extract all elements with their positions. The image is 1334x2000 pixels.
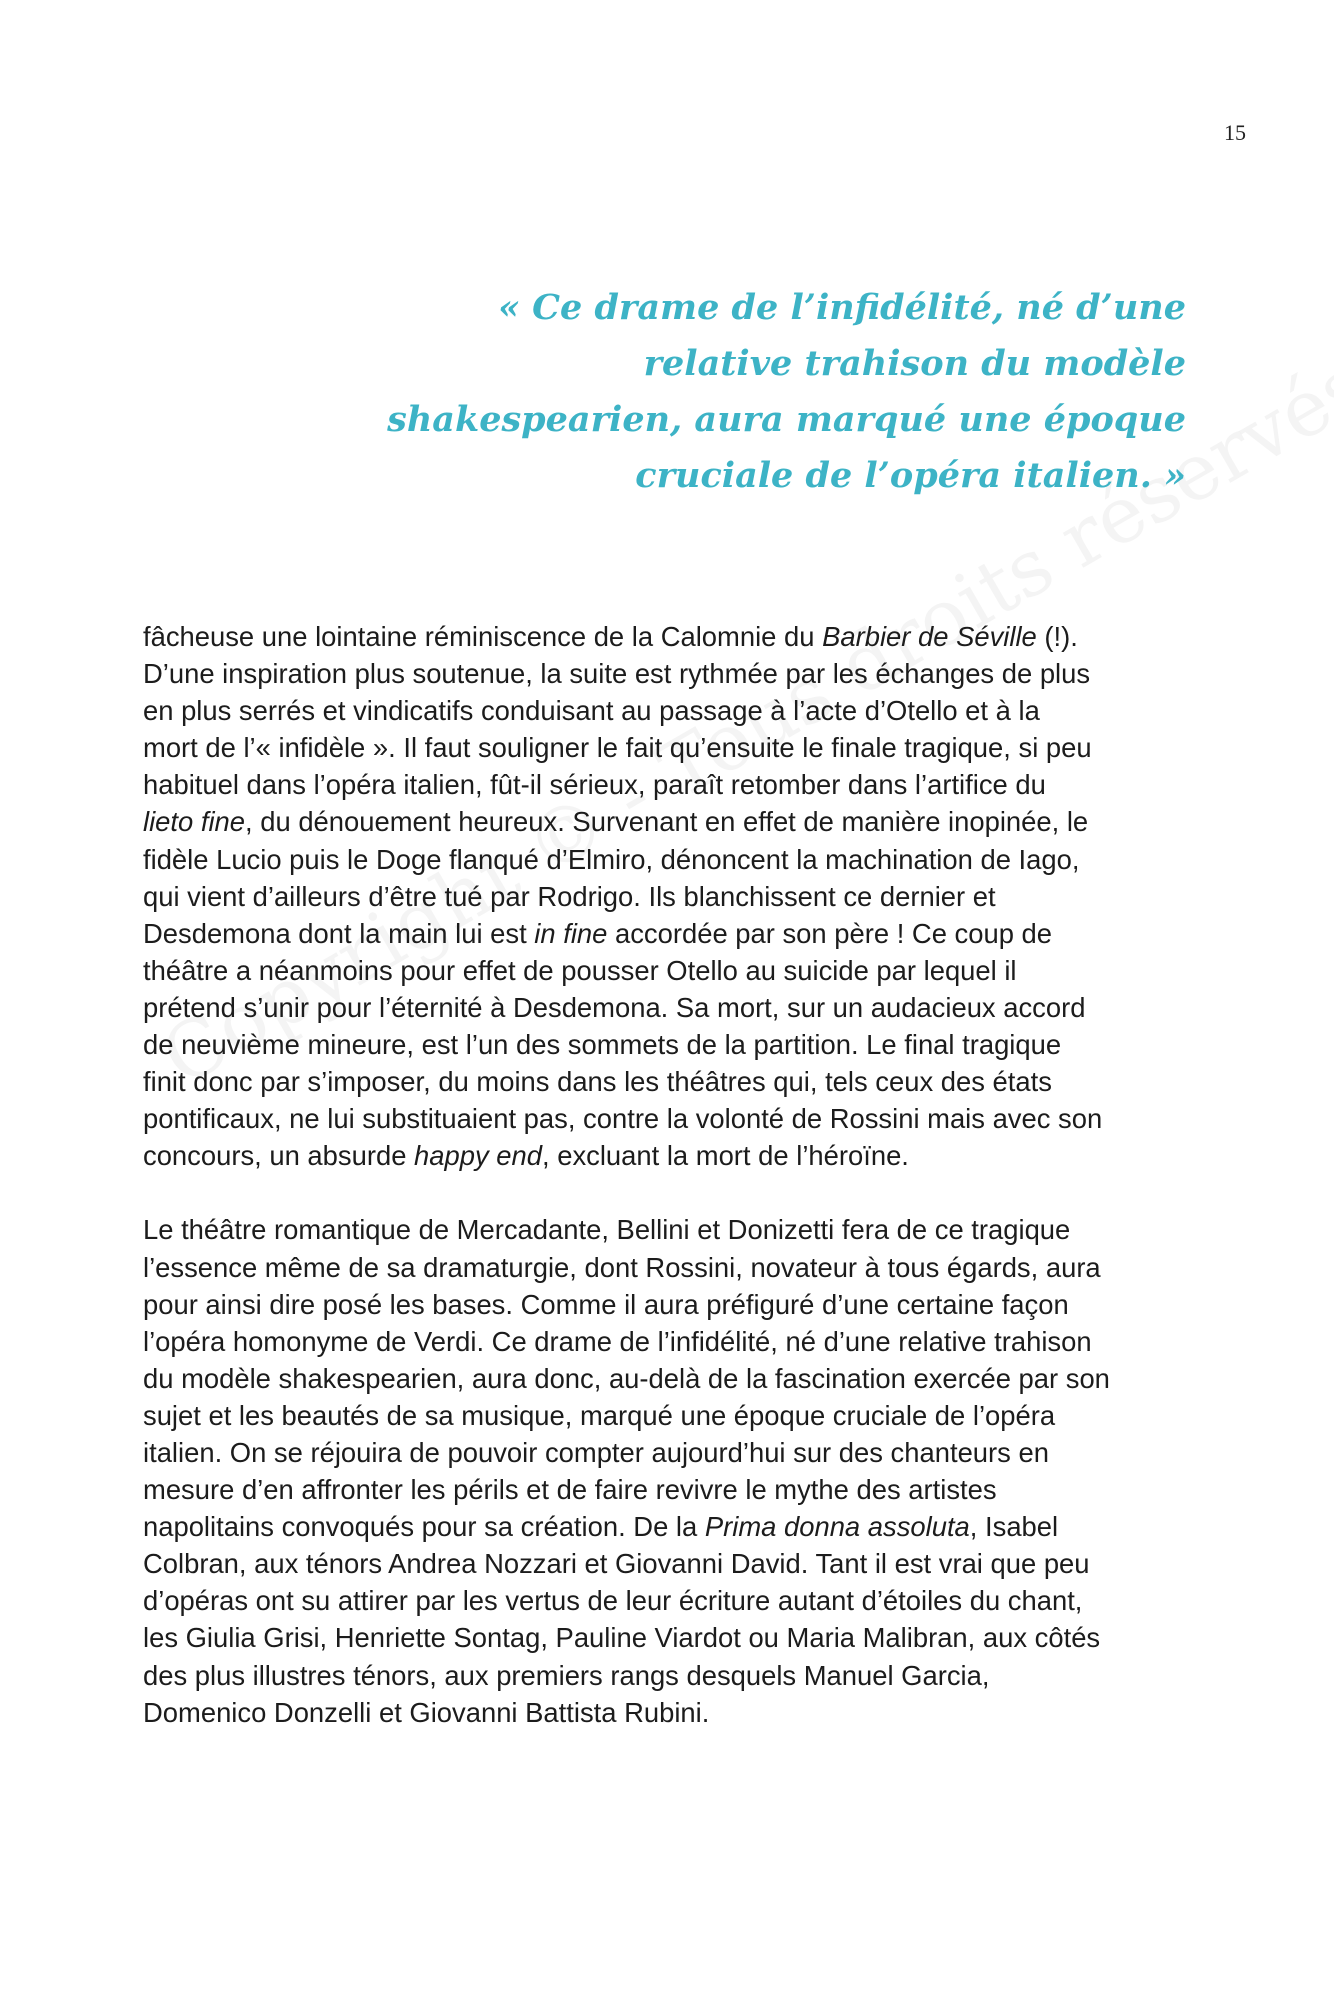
text-line [143, 1434, 1203, 1471]
text-segment: finit donc par s’imposer, du moins dans les théâtres qui, tels ceux des états [143, 1066, 1052, 1098]
italic-segment: Barbier de Séville [822, 621, 1037, 652]
text-line [143, 729, 1203, 766]
text-line [143, 989, 1203, 1026]
text-segment: sujet et les beautés de sa musique, marqué une époque cruciale de l’opéra [143, 1399, 1056, 1431]
italic-segment: in fine [534, 917, 608, 949]
text-segment: , excluant la mort de l’héroïne. [541, 1140, 909, 1172]
text-line [143, 766, 1203, 803]
text-line [143, 618, 1203, 655]
text-line [143, 1137, 1203, 1174]
pull-quote-line: shakespearien, aura marqué une époque [387, 399, 1186, 440]
text-segment: Le théâtre romantique de Mercadante, Bellini et Donizetti fera de ce tragique [143, 1214, 1071, 1246]
text-line [143, 1100, 1203, 1137]
text-line [143, 878, 1203, 915]
pull-quote-line: relative trahison du modèle [643, 343, 1186, 384]
text-line [143, 1063, 1203, 1100]
text-segment: italien. On se réjouira de pouvoir compter aujourd’hui sur des chanteurs en [143, 1436, 1049, 1468]
text-segment: les Giulia Grisi, Henriette Sontag, Pauline Viardot ou Maria Malibran, aux côtés [143, 1622, 1101, 1654]
paragraph-2 [143, 1211, 1203, 1730]
pull-quote [286, 280, 1186, 504]
text-line [143, 1545, 1203, 1582]
text-segment: , du dénouement heureux. Survenant en effet de manière inopinée, le [245, 806, 1089, 838]
text-segment: des plus illustres ténors, aux premiers rangs desquels Manuel Garcia, [143, 1659, 990, 1691]
text-line [143, 692, 1203, 729]
text-segment: pontificaux, ne lui substituaient pas, contre la volonté de Rossini mais avec son [143, 1103, 1103, 1135]
text-segment: D’une inspiration plus soutenue, la suite est rythmée par les échanges de plus [143, 658, 1091, 690]
text-segment: habituel dans l’opéra italien, fût-il sérieux, paraît retomber dans l’artifice du [143, 769, 1046, 801]
text-line [143, 655, 1203, 692]
text-segment: en plus serrés et vindicatifs conduisant au passage à l’acte d’Otello et à la [143, 695, 1040, 727]
text-segment: du modèle shakespearien, aura donc, au-delà de la fascination exercée par son [143, 1362, 1110, 1394]
text-segment: fâcheuse une lointaine réminiscence de la Calomnie du [143, 621, 823, 652]
text-line [143, 1694, 1203, 1731]
text-line [143, 1582, 1203, 1619]
text-line [143, 915, 1203, 952]
text-line [143, 1323, 1203, 1360]
text-line [143, 803, 1203, 840]
text-line [143, 1657, 1203, 1694]
text-line [143, 1508, 1203, 1545]
paragraph-1 [143, 618, 1203, 1174]
text-line [143, 952, 1203, 989]
pull-quote-line: cruciale de l’opéra italien. » [635, 455, 1186, 496]
text-segment: , Isabel [969, 1511, 1059, 1543]
text-segment: fidèle Lucio puis le Doge flanqué d’Elmiro, dénoncent la machination de Iago, [143, 843, 1080, 875]
page-number: 15 [1224, 120, 1246, 145]
text-segment: Desdemona dont la main lui est [143, 917, 535, 949]
pull-quote-line: « Ce drame de l’infidélité, né d’une [498, 287, 1186, 328]
text-segment: l’essence même de sa dramaturgie, dont Rossini, novateur à tous égards, aura [143, 1251, 1101, 1283]
text-line [143, 841, 1203, 878]
text-line [143, 1026, 1203, 1063]
text-segment: mort de l’« infidèle ». Il faut souligner le fait qu’ensuite le finale tragique, si peu [143, 732, 1092, 764]
text-line [143, 1471, 1203, 1508]
italic-segment: Prima donna assoluta [704, 1511, 970, 1543]
text-segment: de neuvième mineure, est l’un des sommets de la partition. Le final tragique [143, 1029, 1062, 1061]
text-segment: concours, un absurde [143, 1140, 415, 1172]
text-segment: mesure d’en affronter les périls et de faire revivre le mythe des artistes [143, 1474, 997, 1506]
text-segment: d’opéras ont su attirer par les vertus de leur écriture autant d’étoiles du chant, [143, 1585, 1083, 1617]
text-segment: l’opéra homonyme de Verdi. Ce drame de l’infidélité, né d’une relative trahison [143, 1325, 1092, 1357]
text-segment: pour ainsi dire posé les bases. Comme il aura préfiguré d’une certaine façon [143, 1288, 1069, 1320]
text-line [143, 1286, 1203, 1323]
text-line [143, 1619, 1203, 1656]
text-line [143, 1360, 1203, 1397]
text-segment: Domenico Donzelli et Giovanni Battista Rubini. [143, 1696, 710, 1728]
text-line [143, 1249, 1203, 1286]
text-segment: qui vient d’ailleurs d’être tué par Rodrigo. Ils blanchissent ce dernier et [143, 880, 996, 912]
italic-segment: lieto fine [143, 806, 246, 838]
text-segment: prétend s’unir pour l’éternité à Desdemona. Sa mort, sur un audacieux accord [143, 991, 1086, 1023]
text-segment: napolitains convoqués pour sa création. De la [143, 1511, 705, 1543]
text-segment: (!). [1036, 621, 1078, 652]
text-line [143, 1211, 1203, 1248]
italic-segment: happy end [414, 1140, 542, 1172]
text-segment: Colbran, aux ténors Andrea Nozzari et Giovanni David. Tant il est vrai que peu [143, 1548, 1090, 1580]
text-segment: accordée par son père ! Ce coup de [607, 917, 1053, 949]
text-line [143, 1397, 1203, 1434]
text-segment: théâtre a néanmoins pour effet de pousser Otello au suicide par lequel il [143, 954, 1017, 986]
body-text [143, 618, 1203, 1731]
